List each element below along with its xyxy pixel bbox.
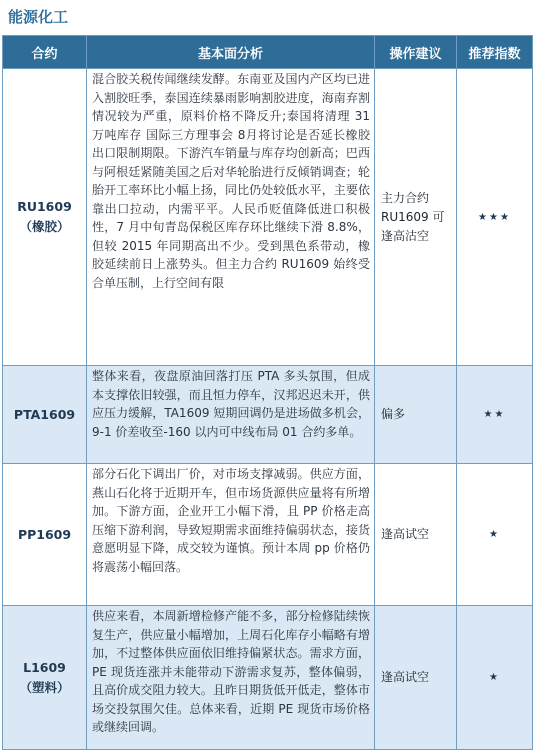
advice-cell: 偏多 [375, 366, 457, 464]
table-row [3, 464, 533, 606]
advice-cell: 逢高试空 [375, 606, 457, 750]
contract-cell [3, 464, 87, 606]
analysis-cell: 供应来看，本周新增检修产能不多，部分检修陆续恢复生产，供应量小幅增加，上周石化库存小幅略有增加，不过整体供应面依旧维持偏紧状态。需求方面，PE 现货连涨并未能带动下游需求复苏，整体偏弱，且高价成交阻力较大。且昨日期货低开低走，整体市场交投氛围欠佳。总体来看，近期 PE 现货市场价格或继续回调。 [87, 606, 375, 750]
table-row [3, 606, 533, 750]
advice-cell: 主力合约 RU1609 可逢高沽空 [375, 69, 457, 366]
analysis-cell: 部分石化下调出厂价，对市场支撑减弱。供应方面，燕山石化将于近期开车，但市场货源供应量将有所增加。下游方面，企业开工小幅下滑，且 PP 价格走高压缩下游利润，导致短期需求面维持偏弱状态，接货意愿明显下降，成交较为谨慎。预计本周 pp 价格仍将震荡小幅回落。 [87, 464, 375, 606]
table-header-row [3, 36, 533, 69]
rating-stars: ★ [457, 464, 533, 606]
analysis-cell: 混合胶关税传闻继续发酵。东南亚及国内产区均已进入割胶旺季，泰国连续暴雨影响割胶进度，海南弃割情况较为严重，原料价格不降反升;泰国将清理 31 万吨库存 国际三方理事会 8月将讨论是否延长橡胶出口限制期限。下游汽车销量与库存均创新高；巴西与阿根廷紧随美国之后对华轮胎进行反倾销调查；轮胎开工率环比小幅上扬，同比仍处较低水平，主要依靠出口拉动，内需平平。人民币贬值降低进口积极性，7 月中旬青岛保税区库存环比继续下滑 8.8%，但较 2015 年同期高出不少。受到黑色系带动，橡胶延续前日上涨势头。但主力合约 RU1609 始终受合单压制，上行空间有限 [87, 69, 375, 366]
contract-code: L1609 [23, 659, 66, 675]
advice-cell: 逢高试空 [375, 464, 457, 606]
contract-cell [3, 69, 87, 366]
section-title: 能源化工 [8, 8, 69, 26]
table-row [3, 69, 533, 366]
rating-stars: ★ [457, 606, 533, 750]
header-contract: 合约 [3, 36, 87, 69]
analysis-cell: 整体来看，夜盘原油回落打压 PTA 多头氛围，但成本支撑依旧较强，而且恒力停车，汉邦迟迟未开，供应压力缓解，TA1609 短期回调仍是进场做多机会，9-1 价差收至-160 以内可中线布局 01 合约多单。 [87, 366, 375, 464]
contract-code: PTA1609 [13, 406, 76, 422]
header-analysis: 基本面分析 [87, 36, 375, 69]
header-rating: 推荐指数 [457, 36, 533, 69]
contract-code: PP1609 [17, 526, 72, 542]
contract-name: （塑料） [19, 679, 70, 695]
rating-stars: ★★ [457, 366, 533, 464]
analysis-table [2, 35, 533, 750]
header-advice: 操作建议 [375, 36, 457, 69]
contract-cell [3, 606, 87, 750]
contract-code: RU1609 [17, 199, 72, 214]
rating-stars: ★★★ [457, 69, 533, 366]
table-row [3, 366, 533, 464]
contract-cell [3, 366, 87, 464]
contract-name: （橡胶） [19, 219, 70, 234]
